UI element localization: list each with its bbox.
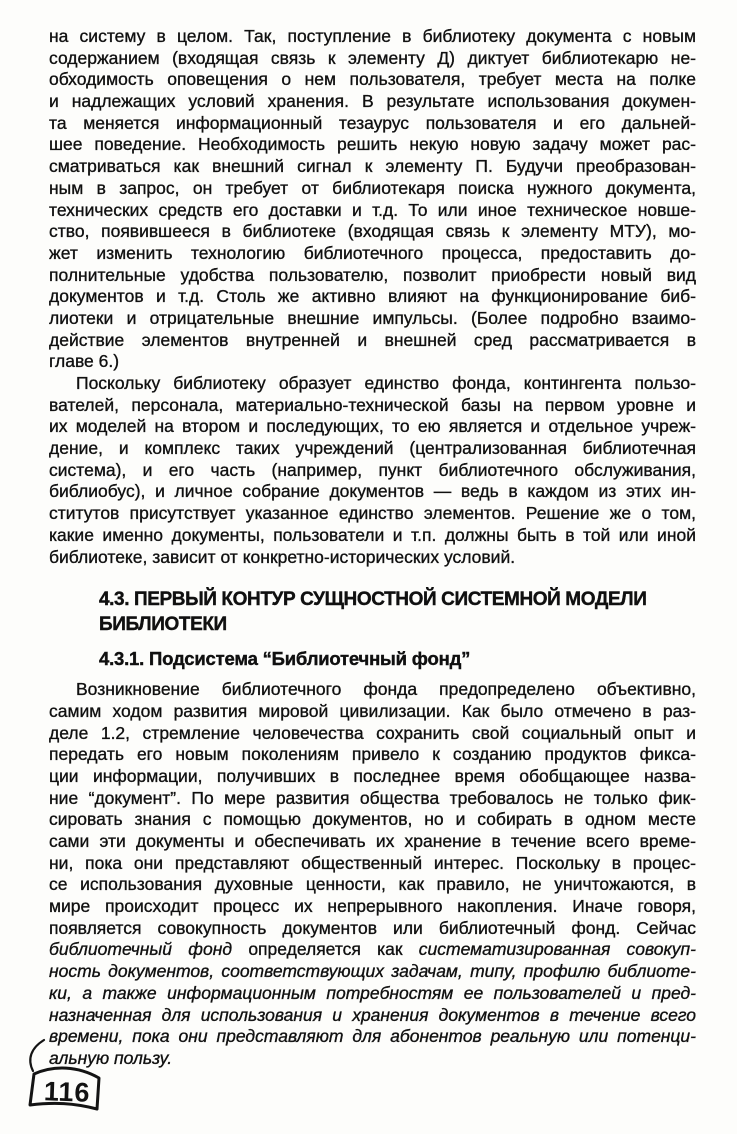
text-line: альную пользу. (49, 1047, 173, 1068)
text-line: времени, пока они представляют для абонентов реальную или потенци- (49, 1026, 696, 1047)
text-line: мире происходит процесс их непрерывного накопления. Иначе говоря, (49, 896, 696, 917)
text-line: ние “документ”. По мере развития общества требовалось не только фик- (49, 787, 696, 808)
text-line: Поскольку библиотеку образует единство фонда, контингента пользо- (76, 373, 696, 393)
text-line: та меняется информационный тезаурус пользователя и его дальней- (49, 112, 696, 133)
text-line: се использования духовные ценности, как правило, не уничтожаются, в (49, 874, 696, 895)
text-line: ни, пока они представляют общественный интерес. Поскольку в процес- (49, 852, 696, 873)
text-line: действие элементов внутренней и внешней сред рассматривается в (49, 329, 696, 350)
section-heading-line-1: 4.3. ПЕРВЫЙ КОНТУР СУЩНОСТНОЙ СИСТЕМНОЙ МОДЕЛИ (99, 589, 647, 611)
text-line: библиотеке, зависит от конкретно-исторических условий. (49, 546, 516, 567)
text-line: библиобус), и личное собрание документов — ведь в каждом из этих ин- (49, 481, 696, 502)
text-line: сировать знания с помощью документов, но и собирать в одном месте (49, 809, 696, 830)
text-line: Возникновение библиотечного фонда предопределено объективно, (76, 679, 696, 700)
text-line: на систему в целом. Так, поступление в библиотеку документа с новым (49, 26, 696, 46)
text-line: сами эти документы и обеспечивать их хранение в течение всего време- (49, 831, 696, 851)
text-line: ции информации, получивших в последнее время обобщающее назва- (49, 765, 696, 786)
paragraph (49, 679, 696, 1069)
text-line: технических средств его доставки и т.д. То или иное техническое новше- (49, 199, 696, 220)
text-line: главе 6.) (49, 351, 120, 372)
text-line: деле 1.2, стремление человечества сохранить свой социальный опыт и (49, 722, 696, 743)
ribbon-curl-icon (30, 1040, 44, 1071)
section-heading (99, 588, 696, 637)
text-line: передать его новым поколениям привело к созданию продуктов фикса- (49, 744, 696, 765)
text-line: документов и т.д. Столь же активно влияют на функционирование биб- (49, 286, 696, 307)
page-number: 116 (43, 1076, 91, 1108)
text-line: ство, появившееся в библиотеке (входящая связь к элементу МТУ), мо- (49, 221, 696, 242)
section-heading-line-2: БИБЛИОТЕКИ (99, 613, 227, 635)
text-line: ки, а также информационным потребностям ее пользователей и пред- (49, 982, 696, 1003)
text-line: система), и его часть (например, пункт библиотечного обслуживания, (49, 459, 696, 480)
text-line: появляется совокупность документов или библиотечный фонд. Сейчас (49, 917, 696, 938)
text-line: содержанием (входящая связь к элементу Д) диктует библиотекарю не- (49, 47, 696, 68)
text-line: жет изменить технологию библиотечного процесса, предоставить до- (49, 242, 696, 263)
text-line: лиотеки и отрицательные внешние импульсы. (Более подробно взаимо- (49, 307, 696, 328)
page-number-badge (16, 1034, 120, 1126)
text-column (49, 26, 696, 1070)
text-line: ность документов, соответствующих задачам, типу, профилю библиоте- (49, 961, 696, 982)
text-line: ститутов присутствует указанное единство элементов. Решение же о том, (49, 503, 696, 524)
text-line: ным в запрос, он требует от библиотекаря поиска нужного документа, (49, 177, 696, 198)
paragraph (49, 373, 696, 568)
paragraph-continuation (49, 26, 696, 373)
text-line: какие именно документы, пользователи и т.п. должны быть в той или иной (49, 524, 696, 545)
text-line: шее поведение. Необходимость решить некую новую задачу может рас- (49, 134, 696, 155)
subsection-heading: 4.3.1. Подсистема “Библиотечный фонд” (99, 648, 471, 670)
text-line: полнительные удобства пользователю, позволит приобрести новый вид (49, 264, 696, 285)
text-line: назначенная для использования и хранения документов в течение всего (49, 1004, 696, 1025)
text-line: и надлежащих условий хранения. В результате использования докумен- (49, 91, 696, 112)
text-line: сматриваться как внешний сигнал к элементу П. Будучи преобразован- (49, 156, 696, 177)
text-line: обходимость оповещения о нем пользователя, требует места на полке (49, 69, 696, 90)
text-line: библиотечный фонд определяется как систематизированная совокуп- (49, 939, 696, 960)
text-line: вателей, персонала, материально-технической базы на первом уровне и (49, 394, 696, 415)
text-line: дение, и комплекс таких учреждений (централизованная библиотечная (49, 438, 696, 459)
text-line: самим ходом развития мировой цивилизации. Как было отмечено в раз- (49, 700, 696, 721)
text-line: их моделей на втором и последующих, то ею является и отдельное учреж- (49, 416, 696, 437)
